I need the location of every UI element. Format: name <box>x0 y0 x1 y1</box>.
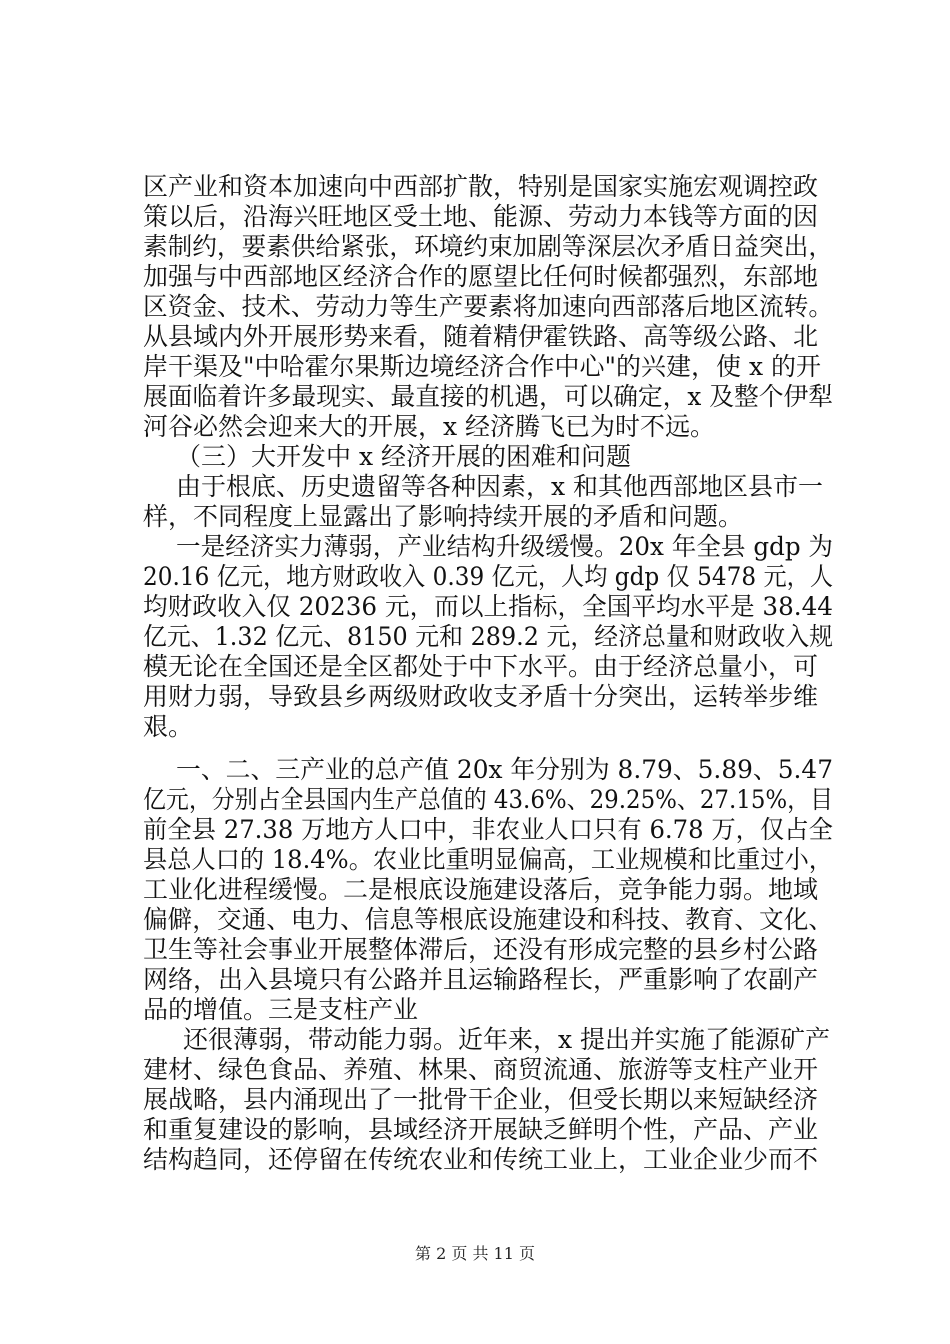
text-line: 区产业和资本加速向中西部扩散，特别是国家实施宏观调控政 <box>143 172 819 201</box>
text-line: 用财力弱，导致县乡两级财政收支矛盾十分突出，运转举步维 <box>143 682 819 711</box>
text-line: 品的增值。三是支柱产业 <box>143 995 419 1024</box>
section-heading: （三）大开发中 x 经济开展的困难和问题 <box>176 442 631 471</box>
text-line: 由于根底、历史遗留等各种因素，x 和其他西部地区县市一 <box>176 472 824 501</box>
document-body <box>143 172 833 1175</box>
text-line: 素制约，要素供给紧张，环境约束加剧等深层次矛盾日益突出， <box>143 232 833 261</box>
text-line: 从县域内外开展形势来看，随着精伊霍铁路、高等级公路、北 <box>143 322 819 351</box>
text-line: 网络，出入县境只有公路并且运输路程长，严重影响了农副产 <box>143 965 819 994</box>
text-line: 河谷必然会迎来大的开展，x 经济腾飞已为时不远。 <box>143 412 716 441</box>
text-line: 县总人口的 18.4%。农业比重明显偏高，工业规模和比重过小， <box>143 845 833 874</box>
text-line: 偏僻，交通、电力、信息等根底设施建设和科技、教育、文化、 <box>143 905 833 934</box>
text-line: 卫生等社会事业开展整体滞后，还没有形成完整的县乡村公路 <box>143 935 819 964</box>
text-line: 工业化进程缓慢。二是根底设施建设落后，竞争能力弱。地域 <box>143 875 819 904</box>
text-line: 艰。 <box>143 712 194 741</box>
text-line: 均财政收入仅 20236 元，而以上指标，全国平均水平是 38.44 <box>143 592 833 621</box>
text-line: 一、二、三产业的总产值 20x 年分别为 8.79、5.89、5.47 <box>176 755 833 784</box>
text-line: 结构趋同，还停留在传统农业和传统工业上，工业企业少而不 <box>143 1145 819 1174</box>
text-line: 展战略，县内涌现出了一批骨干企业，但受长期以来短缺经济 <box>143 1085 819 1114</box>
text-line: 展面临着许多最现实、最直接的机遇，可以确定，x 及整个伊犁 <box>143 382 833 411</box>
text-line: 一是经济实力薄弱，产业结构升级缓慢。20x 年全县 gdp 为 <box>176 532 833 561</box>
text-line: 区资金、技术、劳动力等生产要素将加速向西部落后地区流转。 <box>143 292 833 321</box>
text-line: 加强与中西部地区经济合作的愿望比任何时候都强烈，东部地 <box>143 262 819 291</box>
text-line: 还很薄弱，带动能力弱。近年来，x 提出并实施了能源矿产 <box>183 1025 831 1054</box>
text-line: 建材、绿色食品、养殖、林果、商贸流通、旅游等支柱产业开 <box>143 1055 819 1084</box>
text-line: 模无论在全国还是全区都处于中下水平。由于经济总量小，可 <box>143 652 819 681</box>
text-line: 前全县 27.38 万地方人口中，非农业人口只有 6.78 万，仅占全 <box>143 815 833 844</box>
text-line: 岸干渠及"中哈霍尔果斯边境经济合作中心"的兴建，使 x 的开 <box>143 352 821 381</box>
text-line: 策以后，沿海兴旺地区受土地、能源、劳动力本钱等方面的因 <box>143 202 819 231</box>
text-line: 20.16 亿元，地方财政收入 0.39 亿元，人均 gdp 仅 5478 元，人 <box>143 562 833 591</box>
text-line: 亿元，分别占全县国内生产总值的 43.6%、29.25%、27.15%，目 <box>143 785 833 814</box>
page-number-footer: 第 2 页 共 11 页 <box>415 1244 535 1263</box>
text-line: 样，不同程度上显露出了影响持续开展的矛盾和问题。 <box>143 502 744 531</box>
text-line: 和重复建设的影响，县域经济开展缺乏鲜明个性，产品、产业 <box>143 1115 819 1144</box>
text-line: 亿元、1.32 亿元、8150 元和 289.2 元，经济总量和财政收入规 <box>143 622 833 651</box>
